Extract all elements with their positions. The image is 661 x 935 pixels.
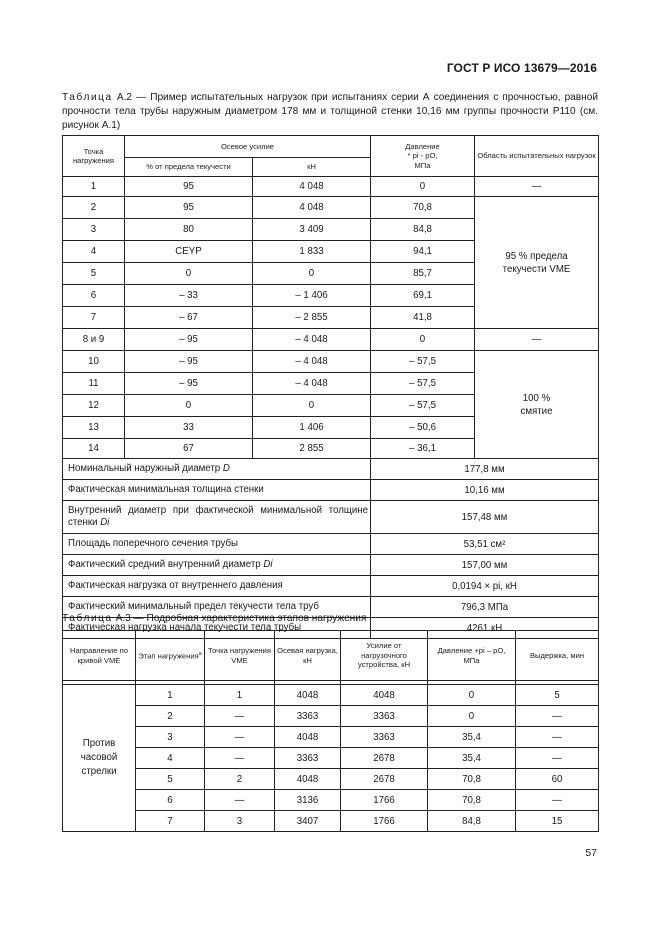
header-axial-force: Осевое усилие [125, 136, 371, 158]
cell-pressure: 35,4 [428, 748, 516, 769]
cell-load-point: 11 [63, 373, 125, 395]
cell-hold-time: — [516, 748, 599, 769]
cell-load-point: 5 [63, 263, 125, 285]
area-line-2: текучести VME [502, 263, 571, 275]
cell-axial-kn: 2 855 [253, 439, 371, 459]
parameter-row [63, 459, 599, 480]
cell-device-force: 3363 [341, 706, 428, 727]
table-a2-caption [62, 91, 598, 133]
parameter-label-cell [63, 501, 371, 534]
cell-load-point: 14 [63, 439, 125, 459]
header-pressure: Давление +pi – pO, МПа [428, 631, 516, 681]
cell-percent-of-yield: 95 [125, 177, 253, 197]
cell-pressure: 69,1 [371, 285, 475, 307]
parameter-symbol: Di [100, 517, 110, 528]
cell-vme-point: 1 [205, 685, 275, 706]
parameter-value: 157,48 мм [371, 501, 599, 534]
header-stage-text: Этап нагружения [138, 651, 199, 661]
cell-percent-of-yield: CEYP [125, 241, 253, 263]
cell-stage: 6 [136, 790, 205, 811]
parameter-symbol: D [222, 463, 230, 474]
parameter-label: Фактический минимальный предел текучести тела труб [68, 601, 319, 612]
parameter-value: 796,3 МПа [371, 597, 599, 618]
cell-percent-of-yield: – 95 [125, 351, 253, 373]
cell-axial-kn: 4 048 [253, 197, 371, 219]
cell-percent-of-yield: – 95 [125, 373, 253, 395]
parameter-value: 177,8 мм [371, 459, 599, 480]
cell-axial-load: 3363 [275, 706, 341, 727]
parameter-symbol: Di [263, 559, 273, 570]
table-a2-body [63, 136, 599, 639]
parameter-label-cell [63, 480, 371, 501]
cell-hold-time: — [516, 706, 599, 727]
cell-hold-time: — [516, 727, 599, 748]
parameter-row [63, 501, 599, 534]
cell-hold-time: 5 [516, 685, 599, 706]
area-line-1: 95 % предела [505, 250, 568, 262]
cell-pressure: – 57,5 [371, 373, 475, 395]
cell-pressure: 70,8 [428, 790, 516, 811]
cell-axial-load: 4048 [275, 685, 341, 706]
cell-axial-kn: 1 406 [253, 417, 371, 439]
header-hold-time: Выдержка, мин [516, 631, 599, 681]
cell-pressure: 0 [428, 706, 516, 727]
cell-load-point: 6 [63, 285, 125, 307]
cell-vme-point: 2 [205, 769, 275, 790]
cell-hold-time: — [516, 790, 599, 811]
cell-device-force: 2678 [341, 769, 428, 790]
cell-pressure: 70,8 [428, 769, 516, 790]
cell-pressure: 94,1 [371, 241, 475, 263]
table-row [63, 177, 599, 197]
cell-pressure: 85,7 [371, 263, 475, 285]
cell-percent-of-yield: – 95 [125, 329, 253, 351]
cell-load-point: 7 [63, 307, 125, 329]
cell-percent-of-yield: 33 [125, 417, 253, 439]
parameter-row [63, 555, 599, 576]
cell-load-point: 1 [63, 177, 125, 197]
header-percent-of-yield: % от предела текучести [125, 158, 253, 177]
parameter-label: Фактическая нагрузка от внутреннего давления [68, 580, 283, 591]
cell-pressure: 0 [371, 329, 475, 351]
table-a3-body [63, 631, 599, 832]
header-stage [136, 631, 205, 681]
parameter-row [63, 534, 599, 555]
cell-load-point: 8 и 9 [63, 329, 125, 351]
cell-load-point: 13 [63, 417, 125, 439]
cell-load-point: 4 [63, 241, 125, 263]
cell-vme-point: 3 [205, 811, 275, 832]
parameter-value: 53,51 см² [371, 534, 599, 555]
parameter-value: 0,0194 × pi, кН [371, 576, 599, 597]
cell-stage: 7 [136, 811, 205, 832]
cell-axial-kn: 0 [253, 395, 371, 417]
table-row [63, 748, 599, 769]
table-a3-caption [62, 612, 598, 626]
cell-pressure: – 57,5 [371, 395, 475, 417]
header-vme-direction: Направление по кривой VME [63, 631, 136, 681]
parameter-label-cell [63, 555, 371, 576]
caption-label: Таблица [62, 613, 113, 624]
cell-percent-of-yield: 80 [125, 219, 253, 241]
cell-hold-time: 15 [516, 811, 599, 832]
cell-pressure: 84,8 [371, 219, 475, 241]
cell-device-force: 2678 [341, 748, 428, 769]
cell-stage: 5 [136, 769, 205, 790]
cell-axial-kn: 1 833 [253, 241, 371, 263]
page-number: 57 [585, 847, 597, 859]
parameter-label-cell [63, 534, 371, 555]
cell-stage: 4 [136, 748, 205, 769]
cell-percent-of-yield: 67 [125, 439, 253, 459]
parameter-label: Внутренний диаметр при фактической минимальной толщине стенки [68, 505, 368, 528]
cell-percent-of-yield: – 67 [125, 307, 253, 329]
cell-stage: 2 [136, 706, 205, 727]
cell-pressure: 0 [371, 177, 475, 197]
cell-hold-time: 60 [516, 769, 599, 790]
cell-axial-load: 3363 [275, 748, 341, 769]
header-stage-note: a [198, 650, 202, 657]
parameter-value: 10,16 мм [371, 480, 599, 501]
cell-device-force: 1766 [341, 811, 428, 832]
area-line-1: 100 % [522, 392, 551, 404]
parameter-label-cell [63, 576, 371, 597]
cell-pressure: – 50,6 [371, 417, 475, 439]
cell-device-force: 3363 [341, 727, 428, 748]
cell-pressure: 35,4 [428, 727, 516, 748]
cell-axial-kn: 4 048 [253, 177, 371, 197]
header-load-point: Точка нагружения [63, 136, 125, 177]
cell-pressure: 70,8 [371, 197, 475, 219]
header-axial-load: Осевая нагрузка, кН [275, 631, 341, 681]
caption-text: А.2 — Пример испытательных нагрузок при испытаниях серии А соединения с прочностью, равной прочности тела трубы наружным диаметром 178 мм и толщиной стенки 10,16 мм группы прочности P110 (см. рисунок А.1) [62, 92, 598, 131]
cell-load-point: 2 [63, 197, 125, 219]
header-test-load-area: Область испытательных нагрузок [475, 136, 599, 177]
parameter-label: Номинальный наружный диаметр [68, 463, 221, 474]
cell-axial-load: 3136 [275, 790, 341, 811]
cell-test-area: — [475, 329, 599, 351]
cell-pressure: – 36,1 [371, 439, 475, 459]
header-pressure-unit: МПа [414, 160, 431, 170]
cell-axial-kn: – 2 855 [253, 307, 371, 329]
cell-load-point: 3 [63, 219, 125, 241]
cell-pressure: 41,8 [371, 307, 475, 329]
table-row [63, 769, 599, 790]
parameter-label: Фактическая нагрузка начала текучести тела трубы [68, 622, 302, 633]
parameter-label: Площадь поперечного сечения трубы [68, 538, 238, 549]
table-row [63, 351, 599, 373]
cell-axial-kn: 3 409 [253, 219, 371, 241]
header-kn: кН [253, 158, 371, 177]
table-row [63, 706, 599, 727]
table-a2 [62, 135, 599, 639]
cell-stage: 3 [136, 727, 205, 748]
cell-axial-kn: – 4 048 [253, 351, 371, 373]
cell-device-force: 4048 [341, 685, 428, 706]
cell-vme-point: — [205, 727, 275, 748]
cell-pressure: 84,8 [428, 811, 516, 832]
header-device-force: Усилие от нагрузочного устройства, кН [341, 631, 428, 681]
cell-test-area: — [475, 177, 599, 197]
cell-device-force: 1766 [341, 790, 428, 811]
header-pressure-title: Давление [405, 141, 440, 151]
header-pressure-formula: * pi - pO, [407, 151, 438, 161]
cell-percent-of-yield: – 33 [125, 285, 253, 307]
cell-percent-of-yield: 95 [125, 197, 253, 219]
parameter-value: 4261 кН [371, 618, 599, 639]
cell-vme-point: — [205, 706, 275, 727]
cell-axial-kn: – 4 048 [253, 373, 371, 395]
parameter-label-cell [63, 459, 371, 480]
header-pressure [371, 136, 475, 177]
cell-vme-point: — [205, 748, 275, 769]
cell-test-area [475, 197, 599, 329]
cell-axial-kn: 0 [253, 263, 371, 285]
area-line-2: смятие [520, 405, 553, 417]
cell-percent-of-yield: 0 [125, 263, 253, 285]
cell-load-point: 10 [63, 351, 125, 373]
table-row [63, 197, 599, 219]
standard-header: ГОСТ Р ИСО 13679—2016 [446, 61, 597, 75]
parameter-label: Фактический средний внутренний диаметр [68, 559, 261, 570]
cell-vme-point: — [205, 790, 275, 811]
cell-pressure: – 57,5 [371, 351, 475, 373]
cell-test-area [475, 351, 599, 459]
parameter-label: Фактическая минимальная толщина стенки [68, 484, 264, 495]
cell-axial-kn: – 4 048 [253, 329, 371, 351]
table-row [63, 811, 599, 832]
cell-direction: Против часовой стрелки [63, 685, 136, 832]
cell-axial-load: 3407 [275, 811, 341, 832]
parameter-value: 157,00 мм [371, 555, 599, 576]
parameter-row [63, 480, 599, 501]
cell-pressure: 0 [428, 685, 516, 706]
table-row [63, 329, 599, 351]
cell-stage: 1 [136, 685, 205, 706]
table-row [63, 685, 599, 706]
parameter-row [63, 576, 599, 597]
table-row [63, 727, 599, 748]
caption-label: Таблица [62, 92, 113, 103]
cell-percent-of-yield: 0 [125, 395, 253, 417]
header-vme-point: Точка нагружения VME [205, 631, 275, 681]
cell-load-point: 12 [63, 395, 125, 417]
table-row [63, 790, 599, 811]
table-a3 [62, 630, 599, 832]
cell-axial-load: 4048 [275, 769, 341, 790]
caption-text: А.3 — Подробная характеристика этапов нагружения [112, 613, 367, 624]
cell-axial-kn: – 1 406 [253, 285, 371, 307]
cell-axial-load: 4048 [275, 727, 341, 748]
